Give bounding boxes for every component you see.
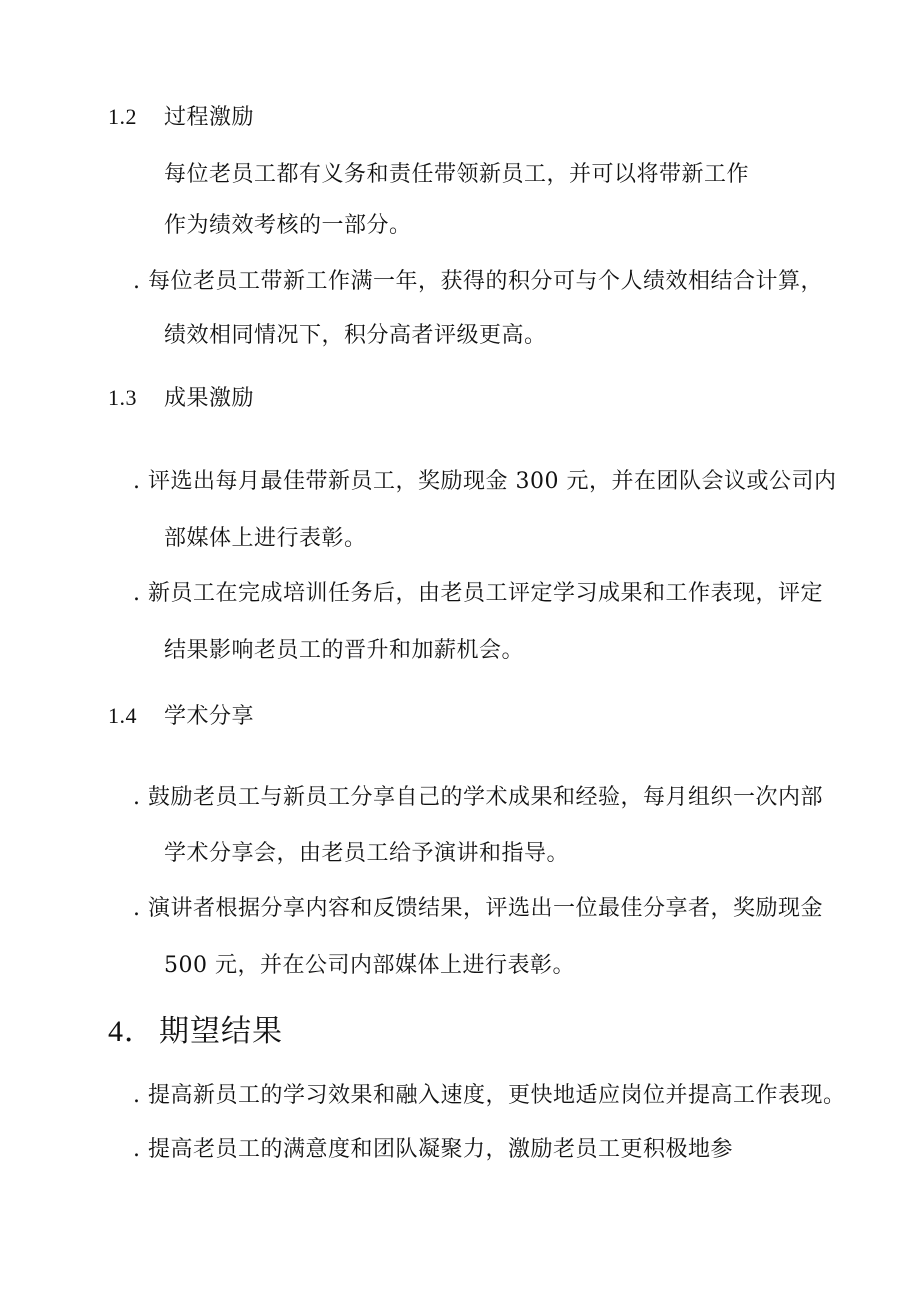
section-number: 1.3 (108, 385, 137, 410)
paragraph-line: 绩效相同情况下，积分高者评级更高。 (164, 323, 547, 348)
paragraph-line: 500 元，并在公司内部媒体上进行表彰。 (164, 953, 575, 978)
paragraph-line: 部媒体上进行表彰。 (164, 526, 367, 551)
section-heading-4 (108, 1013, 283, 1051)
section-number: 1.4 (108, 703, 137, 728)
bullet-line: . 新员工在完成培训任务后，由老员工评定学习成果和工作表现，评定 (133, 581, 823, 606)
section-title: 过程激励 (164, 105, 255, 130)
paragraph-line: 结果影响老员工的晋升和加薪机会。 (164, 638, 525, 663)
section-number: 4． (108, 1015, 155, 1048)
section-title: 成果激励 (164, 386, 255, 411)
paragraph-line: 作为绩效考核的一部分。 (164, 213, 412, 238)
bullet-line: . 每位老员工带新工作满一年，获得的积分可与个人绩效相结合计算， (133, 269, 823, 294)
section-heading-1-2 (108, 102, 254, 133)
section-heading-1-4 (108, 701, 254, 732)
section-title: 学术分享 (164, 704, 255, 729)
bullet-line: . 提高新员工的学习效果和融入速度，更快地适应岗位并提高工作表现。 (133, 1083, 846, 1108)
section-number: 1.2 (108, 104, 137, 129)
section-heading-1-3 (108, 383, 254, 414)
bullet-line: . 提高老员工的满意度和团队凝聚力，激励老员工更积极地参 (133, 1137, 733, 1162)
paragraph-line: 学术分享会，由老员工给予演讲和指导。 (164, 841, 570, 866)
section-title: 期望结果 (159, 1014, 283, 1049)
bullet-line: . 评选出每月最佳带新员工，奖励现金 300 元，并在团队会议或公司内 (133, 469, 837, 494)
paragraph-line: 每位老员工都有义务和责任带领新员工，并可以将带新工作 (164, 162, 750, 187)
bullet-line: . 演讲者根据分享内容和反馈结果，评选出一位最佳分享者，奖励现金 (133, 896, 823, 921)
bullet-line: . 鼓励老员工与新员工分享自己的学术成果和经验，每月组织一次内部 (133, 785, 823, 810)
